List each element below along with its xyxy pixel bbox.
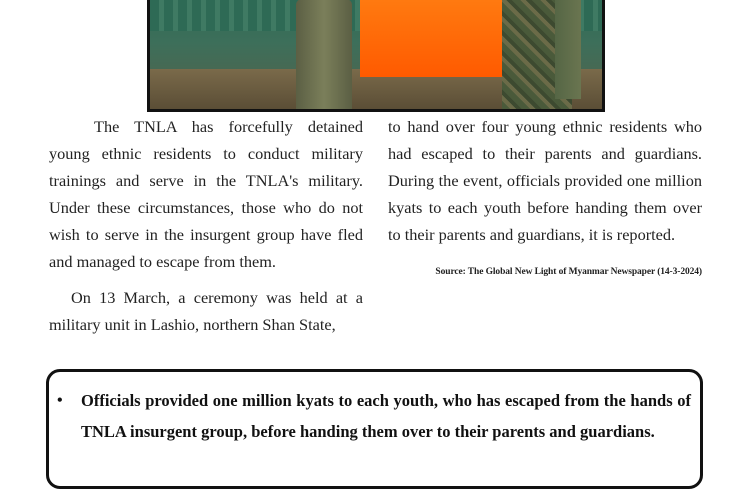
article-paragraph-2: On 13 March, a ceremony was held at a military unit in Lashio, northern Shan State, <box>49 288 363 334</box>
highlight-list <box>57 385 691 447</box>
highlight-text: Officials provided one million kyats to each youth, who has escaped from the hands of TNLA insurgent group, before handing them over to their parents and guardians. <box>81 391 691 441</box>
article-left-column <box>49 113 363 338</box>
photo-soldier-far-right <box>555 0 581 99</box>
article-paragraph-1: The TNLA has forcefully detained young ethnic residents to conduct military trainings and serve in the TNLA's military. Under these circumstances, those who do not wish to serve in the insurgent group have fled and managed to escape from them. <box>49 117 363 271</box>
photo-person-left <box>296 0 352 109</box>
article-source: Source: The Global New Light of Myanmar Newspaper (14-3-2024) <box>435 267 702 277</box>
bullet-dot-icon: • <box>57 392 63 409</box>
highlight-box <box>46 369 703 489</box>
article-paragraph-3: to hand over four young ethnic residents who had escaped to their parents and guardians. During the event, officials provided one million kyats to each youth before handing them over to their parents and guardians, it is reported. <box>388 117 702 244</box>
article-right-column <box>388 113 702 279</box>
highlight-item <box>57 385 691 447</box>
ceremony-photo <box>147 0 605 112</box>
